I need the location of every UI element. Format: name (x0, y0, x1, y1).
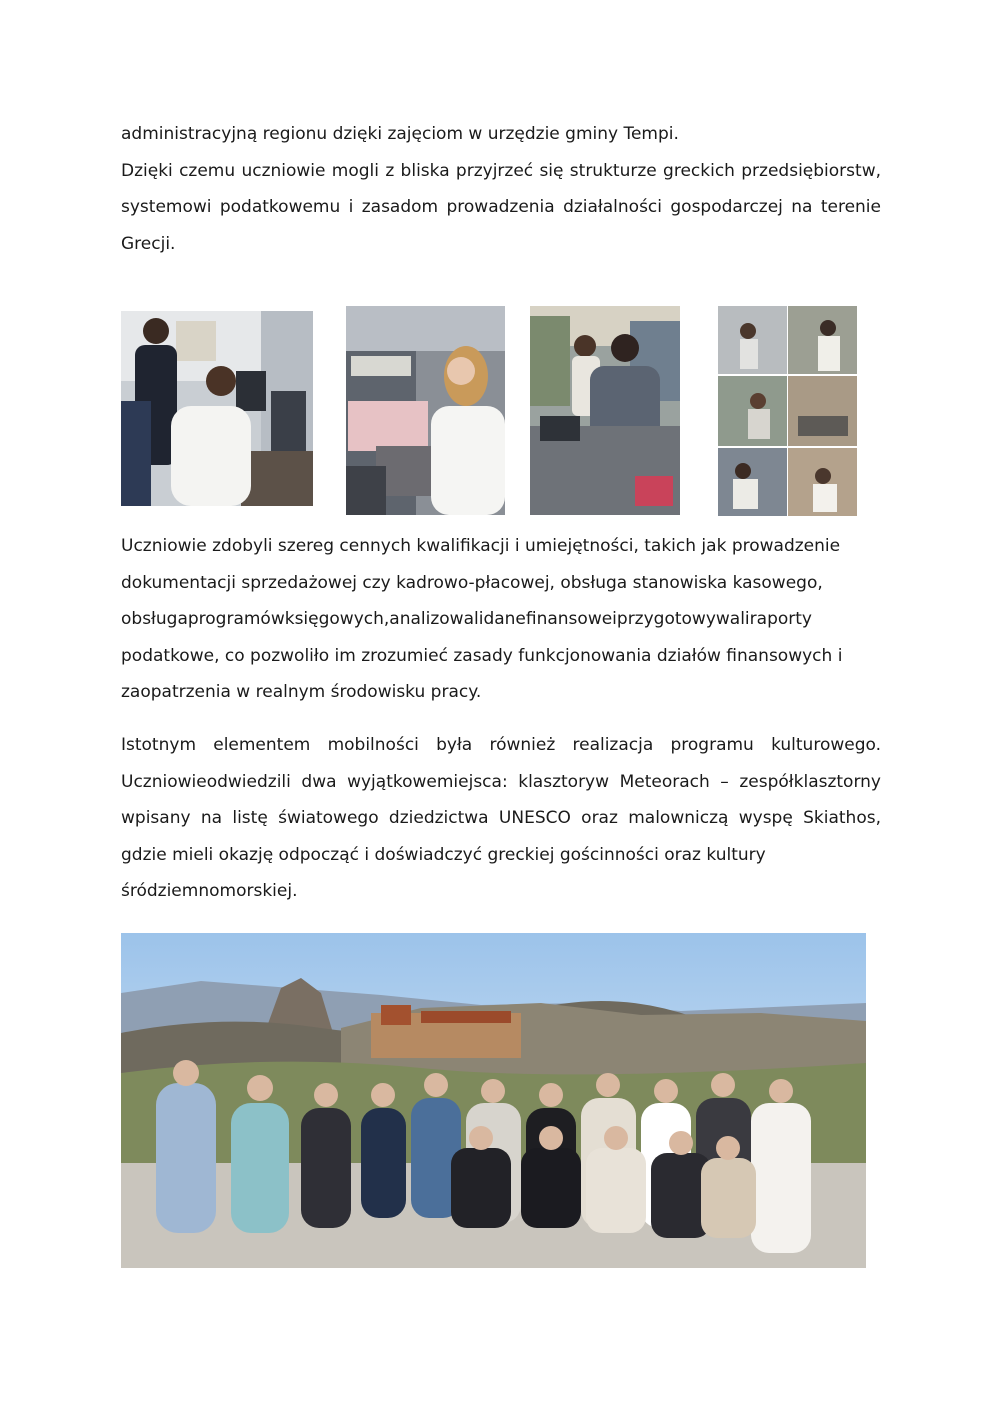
text-line: podatkowe, co pozwoliło im zrozumieć zasady funkcjonowania działów finansowych i (121, 645, 843, 666)
text-line: Grecji. (121, 233, 176, 254)
paragraph-culture (121, 727, 881, 910)
photo-store-shelf (346, 306, 505, 515)
text-line: śródziemnomorskiej. (121, 881, 298, 901)
text-line: Dzięki czemu uczniowie mogli z bliska przyjrzeć się strukturze greckich przedsiębiorstw, (121, 160, 881, 181)
text-line: zaopatrzenia w realnym środowisku pracy. (121, 682, 482, 702)
photo-cash-register (530, 306, 680, 515)
text-line: Istotnym elementem mobilności była również realizacja programu kulturowego. (121, 735, 881, 755)
photo-meteora-group (121, 933, 866, 1268)
text-line: Uczniowie zdobyli szereg cennych kwalifikacji i umiejętności, takich jak prowadzenie (121, 536, 841, 556)
text-line: wpisany na listę światowego dziedzictwa UNESCO oraz malowniczą wyspę Skiathos, (121, 808, 881, 828)
text-line: dokumentacji sprzedażowej czy kadrowo-płacowej, obsługa stanowiska kasowego, (121, 572, 823, 593)
text-line: Uczniowieodwiedzili dwa wyjątkowemiejsca: klasztoryw Meteorach – zespółklasztorny (121, 771, 881, 792)
photo-office-desk (121, 311, 313, 506)
text-line: gdzie mieli okazję odpocząć i doświadczyć greckiej gościnności oraz kultury (121, 844, 766, 865)
paragraph-intro (121, 116, 881, 262)
text-line: obsługaprogramówksięgowych,analizowalidanefinansoweiprzygotowywaliraporty (121, 609, 812, 629)
photo-collage (718, 306, 857, 516)
text-line: systemowi podatkowemu i zasadom prowadzenia działalności gospodarczej na terenie (121, 197, 881, 217)
paragraph-skills (121, 528, 881, 711)
text-line: administracyjną regionu dzięki zajęciom w urzędzie gminy Tempi. (121, 124, 679, 144)
